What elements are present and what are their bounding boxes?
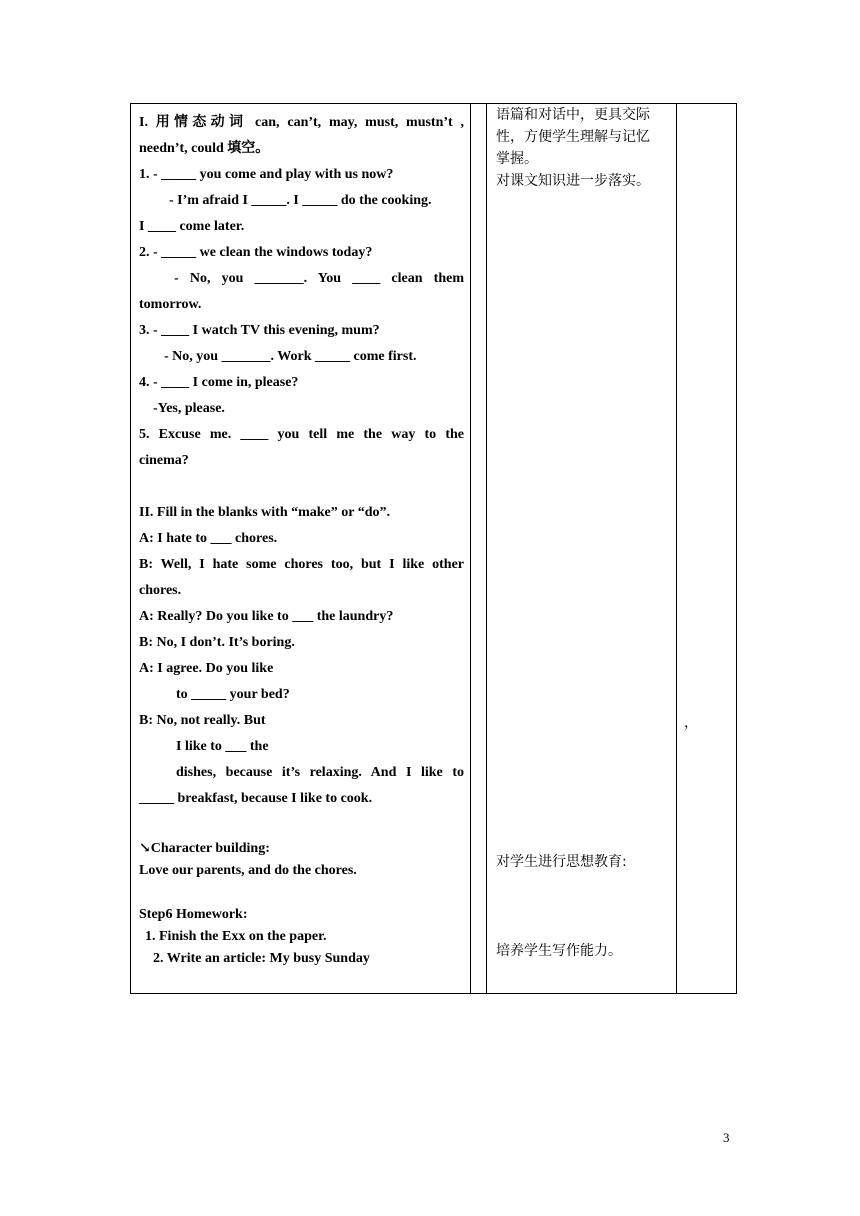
dialog-line: I like to ___ the bbox=[176, 739, 269, 754]
note-line: 语篇和对话中，更具交际 bbox=[496, 107, 650, 123]
table-divider bbox=[470, 104, 471, 993]
exercise-line: I ____ come later. bbox=[139, 219, 245, 234]
exercise-line: 3. - ____ I watch TV this evening, mum? bbox=[139, 323, 380, 338]
dialog-line: chores. bbox=[139, 583, 182, 598]
note-line: 对课文知识进一步落实。 bbox=[496, 173, 650, 189]
exercise1-heading-line1: I. 用情态动词 can, can’t, may, must, mustn’t , bbox=[139, 115, 464, 130]
note-moral: 对学生进行思想教育: bbox=[496, 854, 627, 870]
exercise-column bbox=[139, 110, 464, 812]
table-divider bbox=[676, 104, 677, 993]
dialog-line: to _____ your bed? bbox=[176, 687, 290, 702]
exercise-line: 2. - _____ we clean the windows today? bbox=[139, 245, 373, 260]
exercise-line: 1. - _____ you come and play with us now? bbox=[139, 167, 394, 182]
character-text: Love our parents, and do the chores. bbox=[139, 863, 357, 878]
lesson-table bbox=[130, 103, 737, 994]
exercise-line: -Yes, please. bbox=[153, 401, 225, 416]
exercise-line: - I’m afraid I _____. I _____ do the cooking. bbox=[169, 193, 432, 208]
dialog-line: B: No, I don’t. It’s boring. bbox=[139, 635, 295, 650]
exercise-line: 5. Excuse me. ____ you tell me the way to the bbox=[139, 427, 464, 442]
dialog-line: dishes, because it’s relaxing. And I like to bbox=[176, 765, 464, 780]
dialog-line: A: Really? Do you like to ___ the laundry? bbox=[139, 609, 394, 624]
dialog-line: B: No, not really. But bbox=[139, 713, 266, 728]
homework-heading: Step6 Homework: bbox=[139, 907, 248, 922]
exercise-line: - No, you _______. You ____ clean them bbox=[174, 271, 464, 286]
exercise2-heading: II. Fill in the blanks with “make” or “do”. bbox=[139, 505, 391, 520]
note-line: 性，方便学生理解与记忆 bbox=[496, 129, 650, 145]
exercise-line: 4. - ____ I come in, please? bbox=[139, 375, 299, 390]
page-number: 3 bbox=[723, 1130, 730, 1145]
character-building-block bbox=[139, 838, 469, 882]
homework-block bbox=[139, 904, 469, 970]
dialog-line: A: I hate to ___ chores. bbox=[139, 531, 278, 546]
table-divider bbox=[486, 104, 487, 993]
homework-item: 1. Finish the Exx on the paper. bbox=[145, 929, 327, 944]
homework-item: 2. Write an article: My busy Sunday bbox=[153, 951, 370, 966]
dialog-line: B: Well, I hate some chores too, but I like other bbox=[139, 557, 464, 572]
exercise-line: - No, you _______. Work _____ come first. bbox=[164, 349, 417, 364]
note-line: 掌握。 bbox=[496, 151, 538, 167]
column4-mark: ， bbox=[684, 716, 698, 731]
character-heading: ↘Character building: bbox=[139, 841, 270, 856]
exercise-line: cinema? bbox=[139, 453, 189, 468]
exercise-line: tomorrow. bbox=[139, 297, 202, 312]
notes-top bbox=[496, 104, 672, 192]
exercise1-heading-line2: needn’t, could 填空。 bbox=[139, 141, 270, 156]
dialog-line: A: I agree. Do you like bbox=[139, 661, 274, 676]
dialog-line: _____ breakfast, because I like to cook. bbox=[139, 791, 373, 806]
note-writing: 培养学生写作能力。 bbox=[496, 943, 622, 959]
